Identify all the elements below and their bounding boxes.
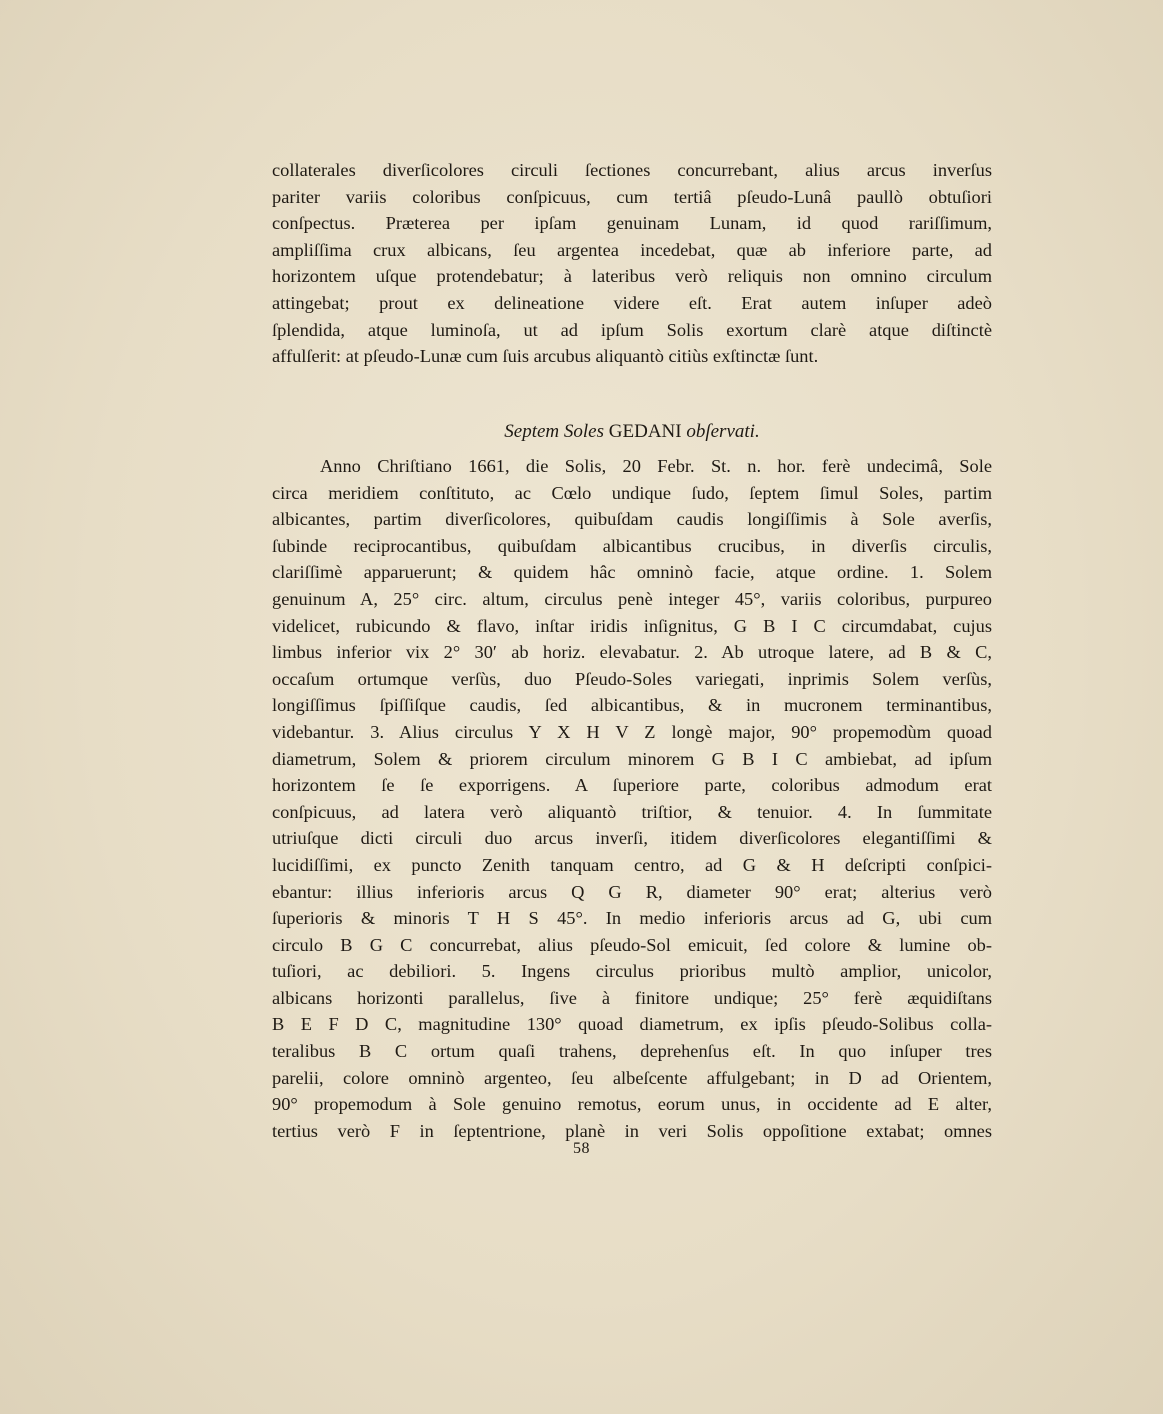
- text-line: circulo B G C concurrebat, alius pſeudo-Sol emicuit, ſed colore & lumine ob-: [272, 934, 992, 955]
- text-line: utriuſque dicti circuli duo arcus inverſi, itidem diverſicolores elegantiſſimi &: [272, 828, 992, 849]
- text-line: collaterales diverſicolores circuli ſectiones concurrebant, alius arcus inverſus: [272, 160, 992, 180]
- text-line: tertius verò F in ſeptentrione, planè in veri Solis oppoſitione extabat; omnes: [272, 1120, 992, 1141]
- text-line: conſpicuus, ad latera verò aliquantò triſtior, & tenuior. 4. In ſummitate: [272, 801, 992, 822]
- paragraph-2: [272, 453, 992, 1144]
- section-heading: [272, 418, 992, 446]
- heading-italic-part-1: Septem Soles: [504, 421, 605, 442]
- text-line: 90° propemodum à Sole genuino remotus, eorum unus, in occidente ad E alter,: [272, 1094, 992, 1115]
- text-line: videlicet, rubicundo & flavo, inſtar iridis inſignitus, G B I C circumdabat, cujus: [272, 615, 992, 636]
- text-line: B E F D C, magnitudine 130° quoad diametrum, ex ipſis pſeudo-Solibus colla-: [272, 1014, 992, 1035]
- text-line: parelii, colore omninò argenteo, ſeu albeſcente affulgebant; in D ad Orientem,: [272, 1067, 992, 1088]
- text-line: ſplendida, atque luminoſa, ut ad ipſum Solis exortum clarè atque diſtinctè: [272, 319, 992, 340]
- text-line: ſuperioris & minoris T H S 45°. In medio inferioris arcus ad G, ubi cum: [272, 908, 992, 929]
- text-line: occaſum ortumque verſùs, duo Pſeudo-Soles variegati, inprimis Solem verſùs,: [272, 668, 992, 689]
- text-line: videbantur. 3. Alius circulus Y X H V Z longè major, 90° propemodùm quoad: [272, 721, 992, 742]
- text-line: albicans horizonti parallelus, ſive à finitore undique; 25° ferè æquidiſtans: [272, 987, 992, 1008]
- text-line: horizontem ſe ſe exporrigens. A ſuperiore parte, coloribus admodum erat: [272, 775, 992, 796]
- text-line: horizontem uſque protendebatur; à lateribus verò reliquis non omnino circulum: [272, 266, 992, 287]
- text-line: ampliſſima crux albicans, ſeu argentea incedebat, quæ ab inferiore parte, ad: [272, 239, 992, 260]
- text-line: affulſerit: at pſeudo-Lunæ cum ſuis arcubus aliquantò citiùs exſtinctæ ſunt.: [272, 346, 819, 367]
- text-line: Anno Chriſtiano 1661, die Solis, 20 Febr. St. n. hor. ferè undecimâ, Sole: [320, 456, 992, 476]
- text-line: albicantes, partim diverſicolores, quibuſdam caudis longiſſimis à Sole averſis,: [272, 509, 992, 530]
- heading-italic-part-2: obſervati.: [686, 421, 760, 442]
- paragraph-main: [272, 453, 992, 1144]
- text-line: clariſſimè apparuerunt; & quidem hâc omninò facie, atque ordine. 1. Solem: [272, 562, 992, 583]
- text-line: tuſiori, ac debiliori. 5. Ingens circulus prioribus multò amplior, unicolor,: [272, 961, 992, 982]
- text-line: conſpectus. Præterea per ipſam genuinam Lunam, id quod rariſſimum,: [272, 213, 992, 234]
- text-line: attingebat; prout ex delineatione videre eſt. Erat autem inſuper adeò: [272, 292, 992, 313]
- text-line: limbus inferior vix 2° 30′ ab horiz. elevabatur. 2. Ab utroque latere, ad B & C,: [272, 642, 992, 663]
- heading-roman-part: GEDANI: [608, 421, 682, 442]
- text-line: pariter variis coloribus conſpicuus, cum tertiâ pſeudo-Lunâ paullò obtuſiori: [272, 186, 992, 207]
- paragraph-1: [272, 157, 992, 370]
- text-line: diametrum, Solem & priorem circulum minorem G B I C ambiebat, ad ipſum: [272, 748, 992, 769]
- page-number: 58: [573, 1140, 590, 1157]
- paragraph-continuation: [272, 157, 992, 370]
- text-line: circa meridiem conſtituto, ac Cœlo undique ſudo, ſeptem ſimul Soles, partim: [272, 482, 992, 503]
- text-line: teralibus B C ortum quaſi trahens, deprehenſus eſt. In quo inſuper tres: [272, 1041, 992, 1062]
- text-line: ſubinde reciprocantibus, quibuſdam albicantibus crucibus, in diverſis circulis,: [272, 535, 992, 556]
- text-line: lucidiſſimi, ex puncto Zenith tanquam centro, ad G & H deſcripti conſpici-: [272, 854, 992, 875]
- text-line: ebantur: illius inferioris arcus Q G R, diameter 90° erat; alterius verò: [272, 881, 992, 902]
- text-line: genuinum A, 25° circ. altum, circulus penè integer 45°, variis coloribus, purpureo: [272, 588, 992, 609]
- text-line: longiſſimus ſpiſſiſque caudis, ſed albicantibus, & in mucronem terminantibus,: [272, 695, 992, 716]
